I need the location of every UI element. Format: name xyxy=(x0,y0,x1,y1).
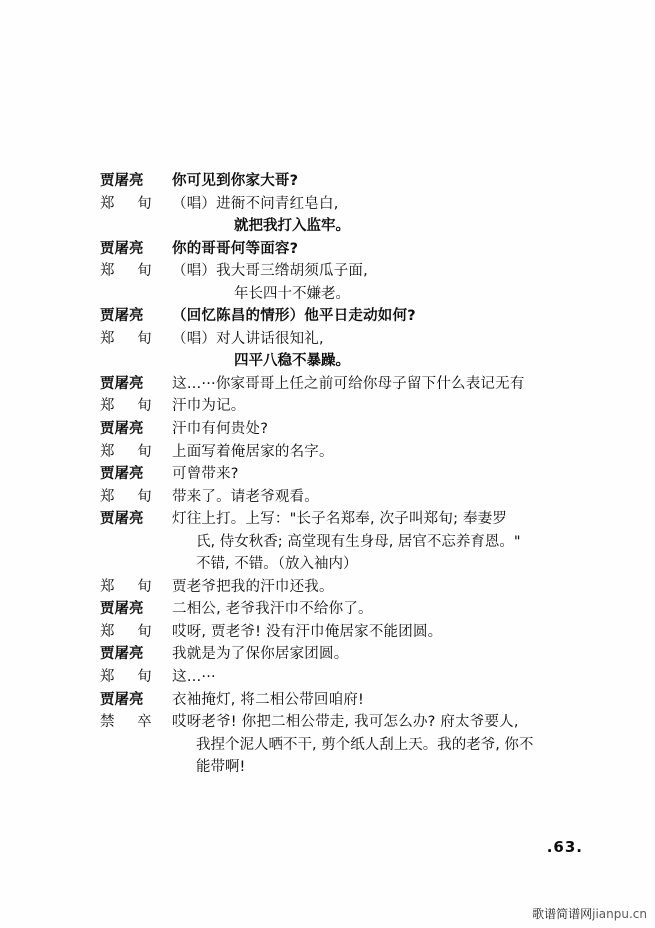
dialogue-line xyxy=(100,488,570,507)
dialogue-line xyxy=(100,668,570,687)
dialogue-text: 你的哥哥何等面容? xyxy=(172,240,299,257)
page-number: .63. xyxy=(546,838,583,856)
dialogue-text: 哎呀老爷! 你把二相公带走, 我可怎么办? 府太爷要人, xyxy=(172,714,519,731)
dialogue-line xyxy=(100,420,570,439)
dialogue-line xyxy=(100,262,570,281)
dialogue-text: 上面写着俺居家的名字。 xyxy=(172,443,334,460)
dialogue-line xyxy=(100,330,570,349)
dialogue-text: 这…···你家哥哥上任之前可给你母子留下什么表记无有 xyxy=(172,375,525,392)
dialogue-text: （唱）我大哥三绺胡须瓜子面, xyxy=(172,263,368,280)
site-watermark xyxy=(532,905,647,922)
speaker-name: 郑 旬 xyxy=(100,330,161,347)
dialogue-text: 这…··· xyxy=(172,669,216,686)
speaker-name: 郑 旬 xyxy=(100,669,161,686)
watermark-site-url: jianpu.cn xyxy=(592,907,647,921)
dialogue-line xyxy=(100,691,570,710)
dialogue-line xyxy=(100,195,570,214)
speaker-name: 郑 旬 xyxy=(100,398,161,415)
dialogue-line xyxy=(100,307,570,326)
dialogue-text: 年长四十不嫌老。 xyxy=(234,285,350,302)
dialogue-line xyxy=(100,375,570,394)
speaker-gutter xyxy=(100,533,172,552)
speaker-name: 贾屠亮 xyxy=(100,308,144,325)
dialogue-text: 汗巾为记。 xyxy=(172,398,246,415)
dialogue-text: 我就是为了保你居家团圆。 xyxy=(172,646,349,663)
speaker-name: 贾屠亮 xyxy=(100,466,144,483)
dialogue-line xyxy=(100,578,570,597)
speaker-name: 贾屠亮 xyxy=(100,691,144,708)
dialogue-text: 不错, 不错。（放入袖内） xyxy=(196,556,358,573)
dialogue-continuation-line xyxy=(100,285,570,304)
speaker-gutter xyxy=(100,555,172,574)
dialogue-text: 汗巾有何贵处? xyxy=(172,421,269,438)
dialogue-line xyxy=(100,600,570,619)
dialogue-text: 带来了。请老爷观看。 xyxy=(172,488,319,505)
speaker-name: 郑 旬 xyxy=(100,623,161,640)
speaker-gutter xyxy=(100,736,172,755)
speaker-name: 贾屠亮 xyxy=(100,511,144,528)
dialogue-line xyxy=(100,623,570,642)
speaker-name: 郑 旬 xyxy=(100,195,161,212)
speaker-name: 郑 旬 xyxy=(100,443,161,460)
dialogue-continuation-line xyxy=(100,555,570,574)
speaker-name: 贾屠亮 xyxy=(100,375,144,392)
dialogue-line xyxy=(100,465,570,484)
dialogue-line xyxy=(100,645,570,664)
dialogue-text: （唱）进衙不问青红皂白, xyxy=(172,195,339,212)
dialogue-text: 就把我打入监牢。 xyxy=(234,218,350,235)
speaker-name: 禁 卒 xyxy=(100,714,161,731)
speaker-name: 郑 旬 xyxy=(100,263,161,280)
dialogue-text: （回忆陈昌的情形）他平日走动如何? xyxy=(172,308,416,325)
dialogue-continuation-line xyxy=(100,217,570,236)
speaker-gutter xyxy=(100,285,172,304)
dialogue-text: 贾老爷把我的汗巾还我。 xyxy=(172,578,334,595)
dialogue-text: 能带啊! xyxy=(196,759,246,776)
dialogue-text: 可曾带来? xyxy=(172,466,239,483)
speaker-name: 贾屠亮 xyxy=(100,173,144,189)
speaker-name: 郑 旬 xyxy=(100,578,161,595)
dialogue-line xyxy=(100,713,570,732)
dialogue-text: 灯往上打。上写："长子名郑奉, 次子叫郑旬; 奉妻罗 xyxy=(172,511,508,528)
dialogue-continuation-line xyxy=(100,352,570,371)
speaker-gutter xyxy=(100,758,172,777)
dialogue-text: 我捏个泥人晒不干, 剪个纸人刮上天。我的老爷, 你不 xyxy=(196,736,534,753)
dialogue-text: 衣袖掩灯, 将二相公带回咱府! xyxy=(172,691,365,708)
speaker-gutter xyxy=(100,217,172,236)
speaker-name: 贾屠亮 xyxy=(100,646,144,663)
dialogue-continuation-line xyxy=(100,758,570,777)
dialogue-text: 氏, 侍女秋香; 高堂现有生身母, 居官不忘养育恩。" xyxy=(196,533,521,550)
watermark-site-name: 歌谱简谱网 xyxy=(532,907,593,921)
speaker-name: 贾屠亮 xyxy=(100,601,144,618)
dialogue-text: 四平八稳不暴躁。 xyxy=(234,353,350,370)
script-dialogue-body xyxy=(100,172,570,781)
dialogue-text: （唱）对人讲话很知礼, xyxy=(172,330,324,347)
speaker-name: 贾屠亮 xyxy=(100,421,144,438)
dialogue-line xyxy=(100,172,570,191)
speaker-gutter xyxy=(100,352,172,371)
dialogue-line xyxy=(100,240,570,259)
dialogue-line xyxy=(100,397,570,416)
speaker-name: 郑 旬 xyxy=(100,488,161,505)
dialogue-continuation-line xyxy=(100,533,570,552)
dialogue-text: 哎呀, 贾老爷! 没有汗巾俺居家不能团圆。 xyxy=(172,623,443,640)
dialogue-continuation-line xyxy=(100,736,570,755)
dialogue-line xyxy=(100,510,570,529)
dialogue-text: 你可见到你家大哥? xyxy=(172,173,299,189)
dialogue-line xyxy=(100,443,570,462)
speaker-name: 贾屠亮 xyxy=(100,240,144,257)
dialogue-text: 二相公, 老爷我汗巾不给你了。 xyxy=(172,601,373,618)
